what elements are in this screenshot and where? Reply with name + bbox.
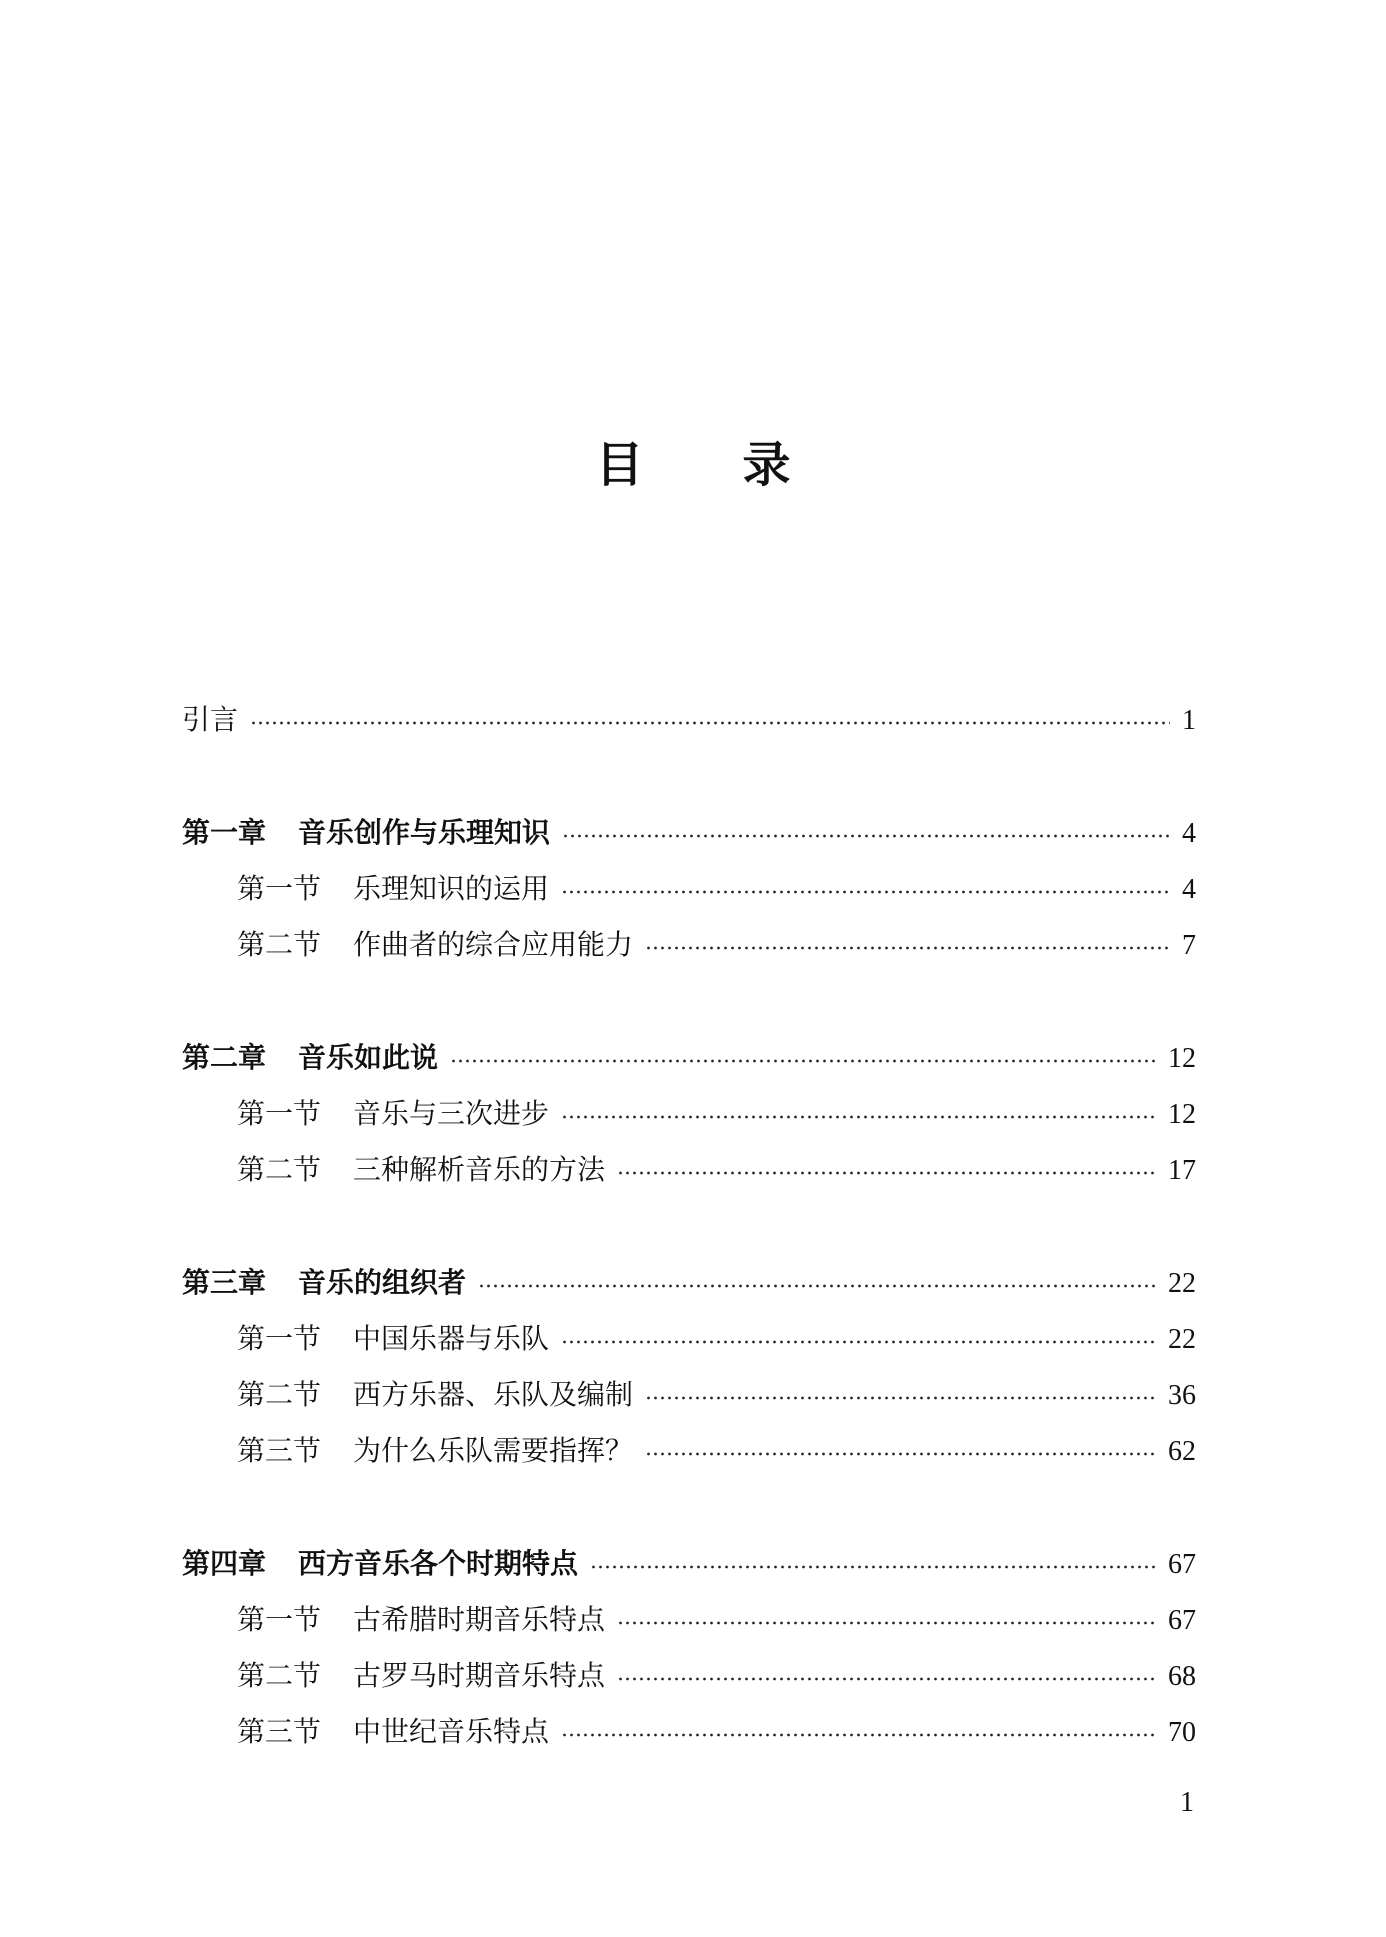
page-number: 1	[1180, 1787, 1194, 1818]
chapter-row	[182, 1031, 1196, 1087]
chapter-title: 音乐创作与乐理知识	[298, 818, 551, 849]
section-label: 第三节	[237, 1436, 322, 1467]
leader-dots	[617, 1621, 1156, 1625]
section-page: 36	[1168, 1380, 1196, 1411]
leader-dots	[645, 946, 1170, 950]
leader-dots	[478, 1284, 1156, 1288]
intro-title: 引言	[182, 705, 239, 736]
chapter-label: 第二章	[182, 1043, 267, 1074]
table-of-contents	[182, 693, 1196, 1761]
chapter-label: 第四章	[182, 1549, 267, 1580]
chapter-page: 4	[1182, 818, 1196, 849]
chapter-label: 第一章	[182, 818, 267, 849]
leader-dots	[590, 1565, 1156, 1569]
leader-dots	[561, 1340, 1156, 1344]
chapter-label: 第三章	[182, 1268, 267, 1299]
section-label: 第二节	[237, 930, 322, 961]
section-row	[182, 1649, 1196, 1705]
section-title: 作曲者的综合应用能力	[353, 930, 634, 961]
section-page: 70	[1168, 1717, 1196, 1748]
section-row	[182, 1424, 1196, 1480]
chapter-row	[182, 1537, 1196, 1593]
section-page: 22	[1168, 1324, 1196, 1355]
leader-dots	[561, 1115, 1156, 1119]
leader-dots	[645, 1396, 1156, 1400]
section-label: 第二节	[237, 1380, 322, 1411]
leader-dots	[561, 890, 1170, 894]
section-page: 17	[1168, 1155, 1196, 1186]
section-row	[182, 1368, 1196, 1424]
chapter-page: 12	[1168, 1043, 1196, 1074]
section-label: 第一节	[237, 1605, 322, 1636]
chapter-title: 音乐如此说	[298, 1043, 439, 1074]
section-page: 68	[1168, 1661, 1196, 1692]
section-page: 12	[1168, 1099, 1196, 1130]
chapter-page: 67	[1168, 1549, 1196, 1580]
section-row	[182, 862, 1196, 918]
section-page: 67	[1168, 1605, 1196, 1636]
leader-dots	[250, 721, 1170, 725]
chapter-row	[182, 1256, 1196, 1312]
section-label: 第三节	[237, 1717, 322, 1748]
section-label: 第二节	[237, 1661, 322, 1692]
chapter-title: 音乐的组织者	[298, 1268, 467, 1299]
chapter-page: 22	[1168, 1268, 1196, 1299]
section-row	[182, 1143, 1196, 1199]
leader-dots	[617, 1171, 1156, 1175]
section-title: 三种解析音乐的方法	[353, 1155, 606, 1186]
section-title: 乐理知识的运用	[353, 874, 550, 905]
leader-dots	[561, 1733, 1156, 1737]
section-title: 音乐与三次进步	[353, 1099, 550, 1130]
section-title: 古罗马时期音乐特点	[353, 1661, 606, 1692]
section-row	[182, 1087, 1196, 1143]
section-title: 西方乐器、乐队及编制	[353, 1380, 634, 1411]
section-row	[182, 1312, 1196, 1368]
section-label: 第一节	[237, 874, 322, 905]
leader-dots	[617, 1677, 1156, 1681]
section-page: 4	[1182, 874, 1196, 905]
section-label: 第一节	[237, 1099, 322, 1130]
section-row	[182, 918, 1196, 974]
leader-dots	[645, 1452, 1156, 1456]
section-label: 第二节	[237, 1155, 322, 1186]
section-title: 为什么乐队需要指挥？	[353, 1436, 634, 1467]
page-title: 目录	[595, 439, 890, 492]
section-page: 7	[1182, 930, 1196, 961]
chapter-row	[182, 806, 1196, 862]
section-label: 第一节	[237, 1324, 322, 1355]
section-row	[182, 1593, 1196, 1649]
section-title: 中国乐器与乐队	[353, 1324, 550, 1355]
toc-entry-intro	[182, 693, 1196, 749]
leader-dots	[562, 834, 1170, 838]
leader-dots	[450, 1059, 1156, 1063]
section-row	[182, 1705, 1196, 1761]
intro-page: 1	[1182, 705, 1196, 736]
chapter-title: 西方音乐各个时期特点	[298, 1549, 579, 1580]
section-title: 古希腊时期音乐特点	[353, 1605, 606, 1636]
section-title: 中世纪音乐特点	[353, 1717, 550, 1748]
section-page: 62	[1168, 1436, 1196, 1467]
